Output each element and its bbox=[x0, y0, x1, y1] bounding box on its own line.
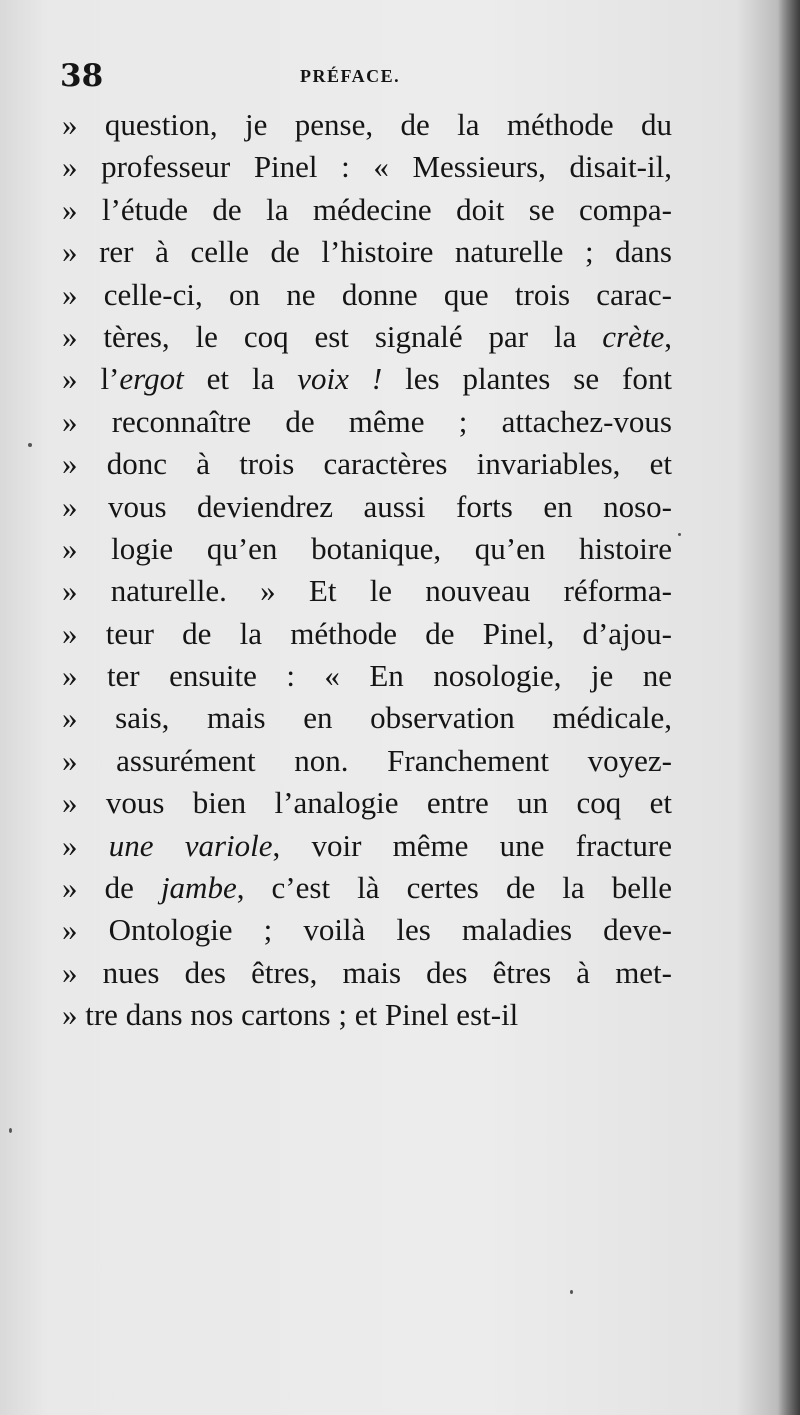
line-text: » rer à celle de l’histoire naturelle ; dans bbox=[62, 234, 672, 270]
text-line bbox=[62, 655, 672, 697]
text-line bbox=[62, 401, 672, 443]
line-text: , bbox=[664, 318, 672, 354]
text-line bbox=[62, 146, 672, 188]
italic-text: une variole bbox=[108, 827, 273, 863]
text-line bbox=[62, 909, 672, 951]
text-line bbox=[62, 867, 672, 909]
text-line bbox=[62, 316, 672, 358]
italic-text: jambe bbox=[160, 870, 237, 906]
text-line bbox=[62, 528, 672, 570]
paper-speck bbox=[9, 1128, 12, 1133]
italic-text: crète bbox=[602, 318, 665, 354]
line-text: , voir même une fracture bbox=[272, 827, 672, 863]
line-text: les plantes se font bbox=[382, 361, 672, 397]
text-line bbox=[62, 740, 672, 782]
line-text: » de bbox=[62, 870, 161, 906]
line-text: » sais, mais en observation médicale, bbox=[62, 700, 672, 736]
line-text: » teur de la méthode de Pinel, d’ajou- bbox=[62, 615, 672, 651]
line-text: » bbox=[62, 827, 109, 863]
line-text: » tre dans nos cartons ; et Pinel est-il bbox=[62, 997, 519, 1033]
running-head: PRÉFACE. bbox=[300, 66, 401, 86]
page-gutter-shadow bbox=[778, 0, 800, 1415]
text-line bbox=[62, 486, 672, 528]
line-text: » l’étude de la médecine doit se compa- bbox=[62, 191, 672, 227]
line-text: » logie qu’en botanique, qu’en histoire bbox=[62, 530, 672, 566]
italic-text: ergot bbox=[119, 361, 184, 397]
line-text: » question, je pense, de la méthode du bbox=[62, 107, 672, 142]
text-line bbox=[62, 231, 672, 273]
text-line bbox=[62, 697, 672, 739]
line-text: » ter ensuite : « En nosologie, je ne bbox=[62, 658, 672, 694]
line-text: » l’ bbox=[62, 361, 120, 397]
text-line bbox=[62, 443, 672, 485]
line-text: » donc à trois caractères invariables, et bbox=[62, 446, 672, 482]
text-line bbox=[62, 994, 672, 1036]
line-text: , c’est là certes de la belle bbox=[236, 870, 673, 906]
text-line bbox=[62, 782, 672, 824]
line-text: et la bbox=[183, 361, 298, 397]
line-text: » nues des êtres, mais des êtres à met- bbox=[62, 954, 672, 990]
text-line bbox=[62, 952, 672, 994]
text-line bbox=[62, 825, 672, 867]
text-line bbox=[62, 570, 672, 612]
line-text: » Ontologie ; voilà les maladies deve- bbox=[62, 912, 672, 948]
body-text bbox=[62, 104, 672, 1037]
text-line bbox=[62, 189, 672, 231]
line-text: » tères, le coq est signalé par la bbox=[62, 318, 603, 354]
text-line bbox=[62, 613, 672, 655]
text-line bbox=[62, 358, 672, 400]
text-line bbox=[62, 104, 672, 146]
italic-text: voix ! bbox=[297, 361, 383, 397]
page-header bbox=[60, 58, 672, 98]
line-text: » professeur Pinel : « Messieurs, disait-il, bbox=[62, 149, 672, 185]
paper-speck bbox=[28, 443, 32, 447]
paper-speck bbox=[570, 1290, 573, 1294]
line-text: » vous deviendrez aussi forts en noso- bbox=[62, 488, 672, 524]
line-text: » vous bien l’analogie entre un coq et bbox=[62, 785, 672, 821]
page-number: 38 bbox=[60, 58, 104, 94]
line-text: » assurément non. Franchement voyez- bbox=[62, 742, 672, 778]
text-line bbox=[62, 274, 672, 316]
line-text: » celle-ci, on ne donne que trois carac- bbox=[62, 276, 672, 312]
paper-speck bbox=[678, 533, 681, 536]
line-text: » naturelle. » Et le nouveau réforma- bbox=[62, 573, 672, 609]
line-text: » reconnaître de même ; attachez-vous bbox=[62, 403, 672, 439]
